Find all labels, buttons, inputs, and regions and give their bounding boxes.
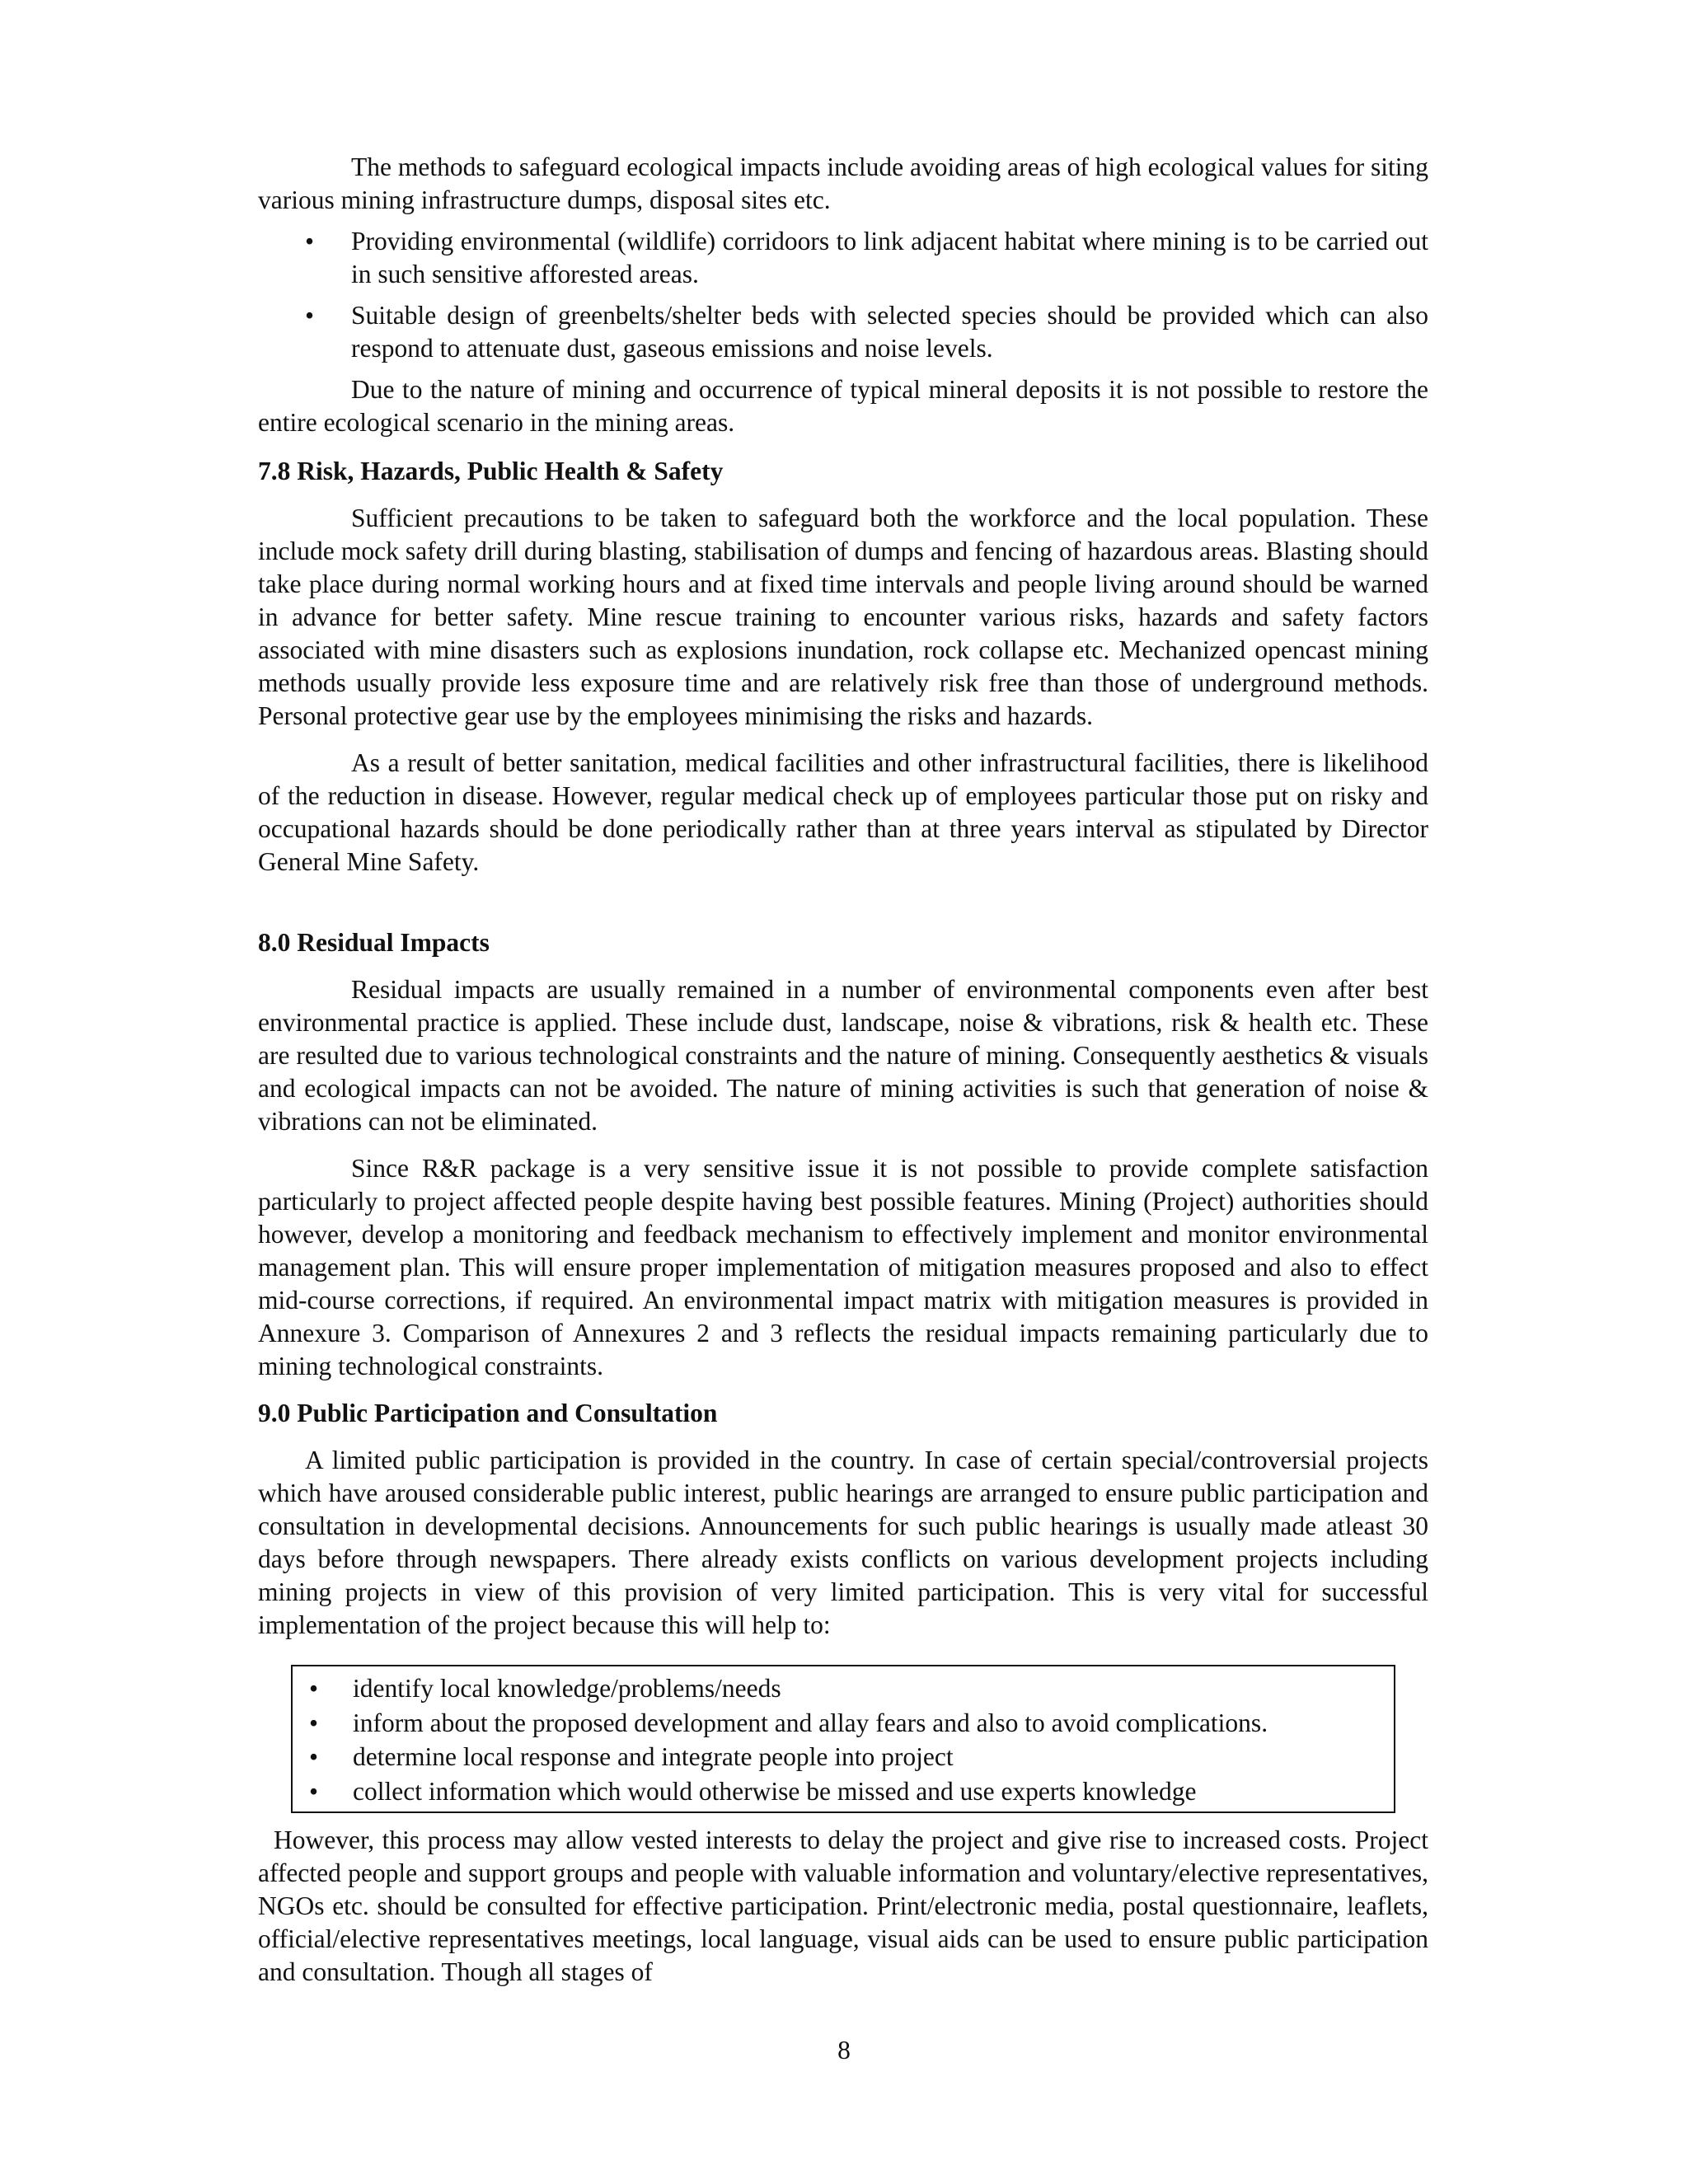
intro-paragraph-2: Due to the nature of mining and occurrence of typical mineral deposits it is not possible to restore the entire ecological scenario in the mining areas. (258, 375, 1428, 437)
bullet-icon: • (309, 1708, 319, 1737)
intro-bullet-text: Suitable design of greenbelts/shelter beds with selected species should be provided which can also respond to attenuate dust, gaseous emissions and noise levels. (351, 301, 1428, 363)
bullet-icon: • (309, 1674, 319, 1703)
section-paragraph: Since R&R package is a very sensitive issue it is not possible to provide complete satisfaction particularly to project affected people despite having best possible features. Mining (Project) authorities should however, develop a monitoring and feedback mechanism to effectively implement and monitor environmental management plan. This will ensure proper implementation of mitigation measures proposed and also to effect mid-course corrections, if required. An environmental impact matrix with mitigation measures is provided in Annexure 3. Comparison of Annexures 2 and 3 reflects the residual impacts remaining particularly due to mining technological constraints. (258, 1154, 1428, 1380)
section-9-0-continued (258, 1824, 1428, 1989)
bullet-icon: • (305, 227, 315, 255)
intro-block (258, 151, 1428, 439)
section-8-0 (258, 926, 1428, 1383)
box-list-item: • identify local knowledge/problems/needs (293, 1671, 1394, 1706)
section-heading: 8.0 Residual Impacts (258, 928, 490, 957)
section-9-0 (258, 1397, 1428, 1642)
section-paragraph: However, this process may allow vested interests to delay the project and give rise to increased costs. Project affected people and support groups and people with valuable information and voluntary/elective representatives, NGOs etc. should be consulted for effective participation. Print/electronic media, postal questionnaire, leaflets, official/elective representatives meetings, local language, visual aids can be used to ensure public participation and consultation. Though all stages of (258, 1825, 1428, 1986)
intro-bullet-item (258, 299, 1428, 365)
section-paragraph: A limited public participation is provided in the country. In case of certain special/controversial projects which have aroused considerable public interest, public hearings are arranged to ensure public participation and consultation in developmental decisions. Announcements for such public hearings is usually made atleast 30 days before through newspapers. There already exists conflicts on various development projects including mining projects in view of this provision of very limited participation. This is very vital for successful implementation of the project because this will help to: (258, 1446, 1428, 1639)
page-number: 8 (837, 2036, 851, 2064)
section-paragraph: As a result of better sanitation, medical facilities and other infrastructural facilities, there is likelihood of the reduction in disease. However, regular medical check up of employees particular those put on risky and occupational hazards should be done periodically rather than at three years interval as stipulated by Director General Mine Safety. (258, 748, 1428, 876)
intro-bullet-list (258, 225, 1428, 365)
intro-bullet-text: Providing environmental (wildlife) corridoors to link adjacent habitat where mining is to be carried out in such sensitive afforested areas. (351, 227, 1428, 288)
intro-paragraph-1: The methods to safeguard ecological impacts include avoiding areas of high ecological values for siting various mining infrastructure dumps, disposal sites etc. (258, 152, 1428, 214)
bullet-icon: • (309, 1776, 319, 1806)
box-list-item: • collect information which would otherwise be missed and use experts knowledge (293, 1774, 1394, 1809)
section-paragraph: Sufficient precautions to be taken to safeguard both the workforce and the local population. These include mock safety drill during blasting, stabilisation of dumps and fencing of hazardous areas. Blasting should take place during normal working hours and at fixed time intervals and people living around should be warned in advance for better safety. Mine rescue training to encounter various risks, hazards and safety factors associated with mine disasters such as explosions inundation, rock collapse etc. Mechanized opencast mining methods usually provide less exposure time and are relatively risk free than those of underground methods. Personal protective gear use by the employees minimising the risks and hazards. (258, 504, 1428, 730)
section-heading: 7.8 Risk, Hazards, Public Health & Safety (258, 457, 724, 485)
section-7-8 (258, 455, 1428, 879)
box-list-item: • determine local response and integrate people into project (293, 1740, 1394, 1774)
boxed-benefits-list (291, 1665, 1395, 1813)
intro-bullet-item (258, 225, 1428, 291)
section-paragraph: Residual impacts are usually remained in a number of environmental components even after best environmental practice is applied. These include dust, landscape, noise & vibrations, risk & health etc. These are resulted due to various technological constraints and the nature of mining. Consequently aesthetics & visuals and ecological impacts can not be avoided. The nature of mining activities is such that generation of noise & vibrations can not be eliminated. (258, 975, 1428, 1136)
bullet-icon: • (309, 1742, 319, 1771)
box-list-item: • inform about the proposed development and allay fears and also to avoid complications. (293, 1706, 1394, 1741)
section-heading: 9.0 Public Participation and Consultation (258, 1399, 718, 1427)
bullet-icon: • (305, 301, 315, 330)
